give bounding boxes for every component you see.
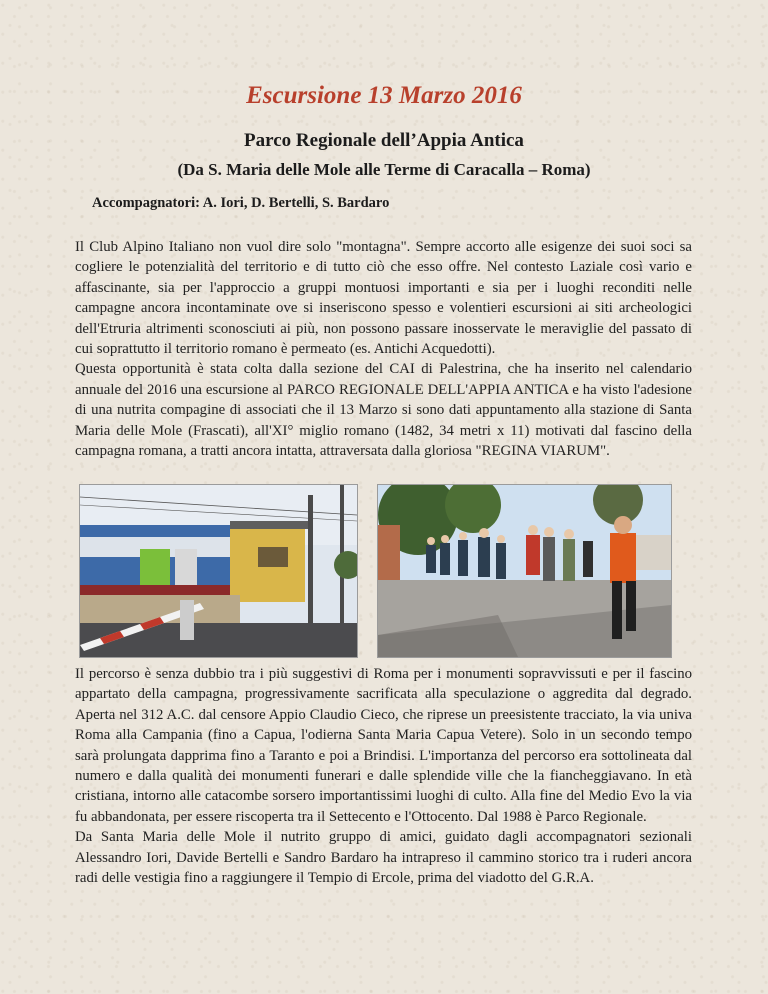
- intro-paragraph: Questa opportunità è stata colta dalla sezione del CAI di Palestrina, che ha inserito nel calendario annuale del 2016 una escursione al PARCO REGIONALE DELL'APPIA ANTICA e ha visto l'adesione di una nutrita compagine di associati che il 13 Marzo si sono dati appuntamento alla stazione di Santa Maria delle Mole (Frascati), all'XI° miglio romano (1482, 34 metri x 11) motivati dal fascino della campagna romana, a tratti ancora intatta, attraversata dalla gloriosa "REGINA VIARUM".: [75, 361, 692, 460]
- station-photo-icon: [80, 485, 357, 657]
- intro-paragraph: Il Club Alpino Italiano non vuol dire solo "montagna". Sempre accorto alle esigenze dei suoi soci sa cogliere le potenzialità del territorio e di tutto ciò che esso offre. Nel contesto Laziale così vario e affascinante, sia per l'approccio a gruppi montuosi importanti e sia per i luoghi reconditi nelle campagne ancora incontaminate ove si inseriscono spesso e volentieri escursioni ai siti archeologici dell'Etruria altrimenti sconosciuti ai più, non possono passare inosservate le meraviglie del passato di cui soprattutto il territorio romano è permeato (es. Antichi Acquedotti).: [75, 239, 692, 358]
- page-subtitle: Parco Regionale dell’Appia Antica: [244, 130, 524, 151]
- route-subtitle: (Da S. Maria delle Mole alle Terme di Caracalla – Roma): [177, 160, 591, 179]
- train-station-photo: [79, 484, 358, 658]
- hikers-photo-icon: [378, 485, 671, 657]
- intro-text: [75, 237, 692, 461]
- page-title: Escursione 13 Marzo 2016: [246, 82, 522, 109]
- body-text: [75, 664, 692, 888]
- guides-line: Accompagnatori: A. Iori, D. Bertelli, S. Bardaro: [92, 195, 390, 211]
- hikers-group-photo: [377, 484, 672, 658]
- body-paragraph: Da Santa Maria delle Mole il nutrito gruppo di amici, guidato dagli accompagnatori sezionali Alessandro Iori, Davide Bertelli e Sandro Bardaro ha intrapreso il cammino storico tra i ruderi ancora radi delle vestigia fino a raggiungere il Tempio di Ercole, prima del viadotto del G.R.A.: [75, 829, 692, 887]
- body-paragraph: Il percorso è senza dubbio tra i più suggestivi di Roma per i monumenti sopravvissuti e per il fascino appartato della campagna, progressivamente sacrificata alla speculazione o aggredita dal degrado. Aperta nel 312 A.C. dal censore Appio Claudio Cieco, che riprese un preesistente tracciato, la via univa Roma alla Campania (fino a Capua, l'odierna Santa Maria Capua Vetere). Solo in un secondo tempo sarà prolungata dapprima fino a Taranto e poi a Brindisi. L'importanza del percorso era sottolineata dal numero e dalla qualità dei monumenti funerari e dalle splendide ville che la fiancheggiavano. In età cristiana, intorno alle catacombe sorsero importantissimi luoghi di culto. Alla fine del Medio Evo la via fu abbandonata, per essere riscoperta tra il Settecento e l'Ottocento. Dal 1988 è Parco Regionale.: [75, 666, 692, 825]
